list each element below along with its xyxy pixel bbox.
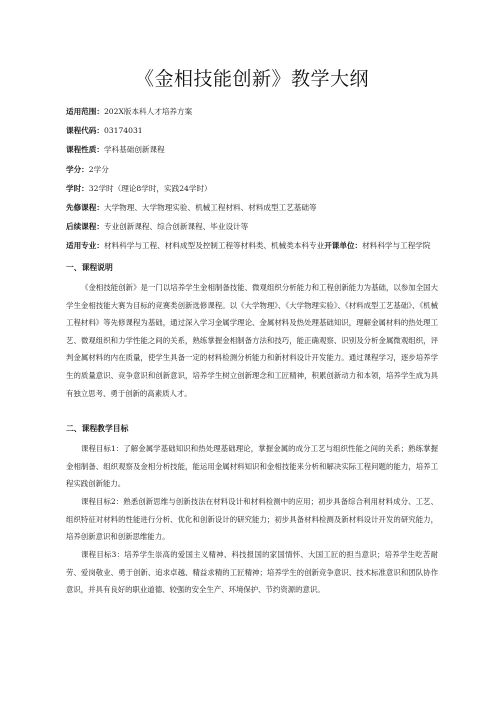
teaching-goal-3-paragraph: 课程目标3：培养学生崇高的爱国主义精神、科技报国的家国情怀、大国工匠的担当意识；培养学生吃苦耐劳、爱岗敬业、勇于创新、追求卓越、精益求精的工匠精神；培养学生的创新竞争意识、技术标准意识和团队协作意识，并具有良好的职业道德、较强的安全生产、环境保护、节约资源的意识。	[66, 550, 438, 595]
meta-credits-label: 学分：	[66, 164, 89, 174]
meta-prereq-label: 先修课程：	[66, 203, 104, 213]
meta-hours-value: 32学时（理论8学时，实践24学时）	[88, 183, 212, 193]
meta-code-label: 课程代码：	[66, 126, 104, 136]
meta-hours	[66, 179, 438, 198]
meta-hours-label: 学时：	[66, 183, 89, 193]
meta-major-label: 适用专业：	[66, 241, 104, 251]
course-description-paragraph: 《金相技能创新》是一门以培养学生金相制备技能、微观组织分析能力和工程创新能力为基础，以参加全国大学生金相技能大赛为目标的竞赛类创新选修课程。以《大学物理》、《大学物理实验》、《材料成型工艺基础》、《机械工程材料》等先修课程为基础，通过深入学习金属学理论、金属材料及热处理基础知识，理解金属材料的热处理工艺、微观组织和力学性能之间的关系，熟练掌握金相制备方法和技巧，能正确观察、识别及分析金属微观组织，评判金属材料的内在质量，使学生具备一定的材料检测分析能力和新材料设计开发能力。通过课程学习，逐步培养学生的质量意识、竞争意识和创新意识，培养学生树立创新理念和工匠精神，积累创新动力和本领，培养学生成为具有独立思考、勇于创新的高素质人才。	[66, 283, 438, 398]
meta-credits-value: 2学分	[88, 164, 109, 174]
meta-followup-value: 专业创新课程、综合创新课程、毕业设计等	[103, 222, 249, 232]
meta-scope-label: 适用范围：	[66, 107, 104, 116]
teaching-goal-1-paragraph: 课程目标1：了解金属学基础知识和热处理基础理论，掌握金属的成分工艺与组织性能之间的关系；熟练掌握金相制备、组织观察及金相分析技能，能运用金属材料知识和金相技能来分析和解决实际工程问题的能力，培养工程实践创新能力。	[66, 444, 438, 489]
meta-followup-label: 后续课程：	[66, 222, 104, 232]
meta-scope-value: 202X版本科人才培养方案	[103, 107, 193, 116]
meta-major-unit	[66, 236, 438, 255]
meta-major-value: 材料科学与工程、材料成型及控制工程等材料类、机械类本科专业	[103, 241, 325, 251]
section-heading-course-description: 一、课程说明	[66, 263, 113, 272]
meta-scope	[66, 102, 438, 121]
meta-unit-value: 材料科学与工程学院	[362, 241, 431, 251]
course-meta	[66, 102, 438, 256]
meta-nature	[66, 140, 438, 159]
section-heading-teaching-goals: 二、课程教学目标	[66, 424, 129, 433]
meta-code	[66, 121, 438, 140]
meta-nature-label: 课程性质：	[66, 145, 104, 155]
meta-unit-label: 开课单位：	[324, 241, 363, 251]
page-title: 《金相技能创新》教学大纲	[134, 68, 369, 90]
meta-nature-value: 学科基础创新课程	[103, 145, 165, 155]
meta-credits	[66, 160, 438, 179]
meta-prereq	[66, 198, 438, 217]
meta-code-value: 03174031	[103, 126, 143, 136]
meta-prereq-value: 大学物理、大学物理实验、机械工程材料、材料成型工艺基础等	[103, 203, 317, 213]
teaching-goal-2-paragraph: 课程目标2：熟悉创新思维与创新技法在材料设计和材料检测中的应用；初步具备综合利用材料成分、工艺、组织特征对材料的性能进行分析、优化和创新设计的研究能力；初步具备材料检测及新材料设计开发的研究能力，培养创新意识和创新思维能力。	[66, 497, 438, 542]
meta-followup	[66, 217, 438, 236]
